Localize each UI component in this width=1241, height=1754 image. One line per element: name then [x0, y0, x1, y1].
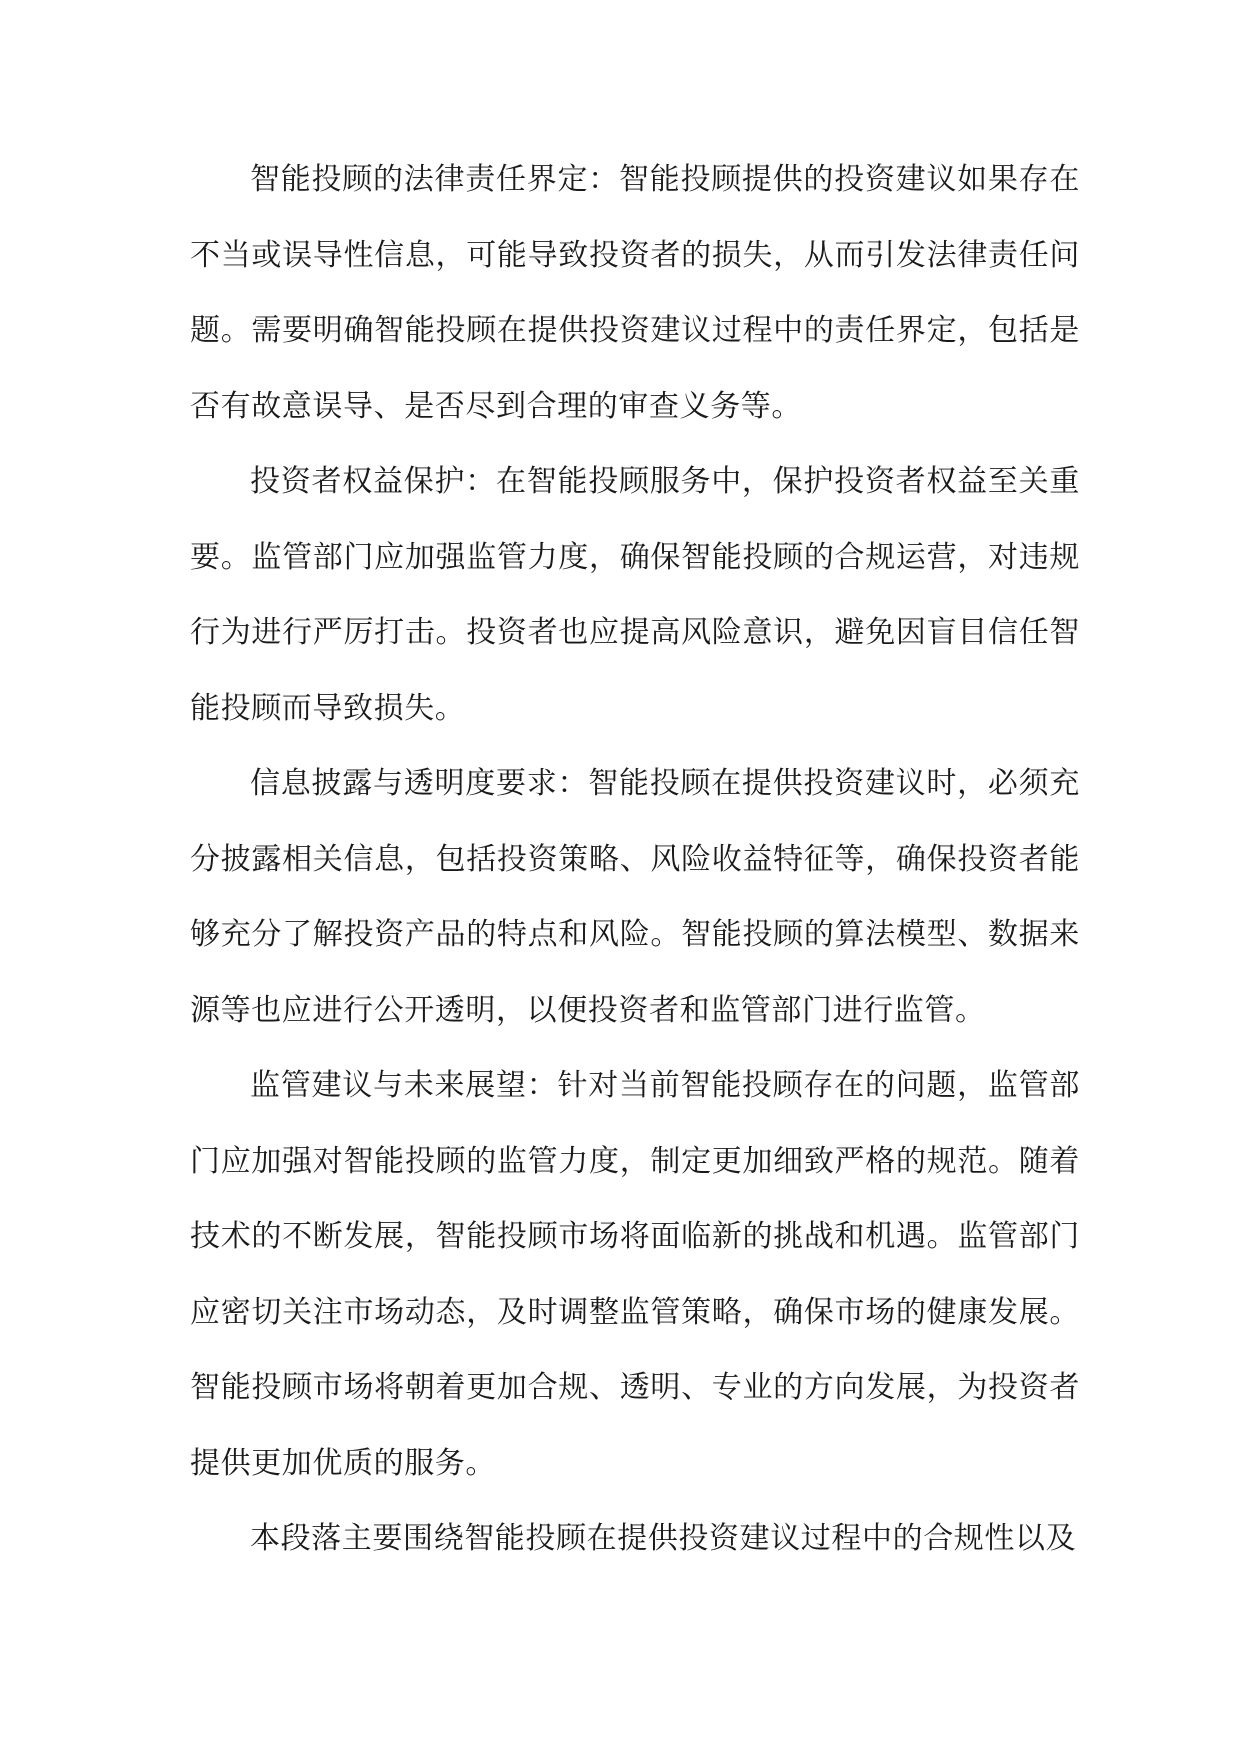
paragraph-summary: 本段落主要围绕智能投顾在提供投资建议过程中的合规性以及: [250, 1521, 1077, 1556]
document-body: [190, 142, 1080, 1577]
paragraph-regulatory-outlook: 监管建议与未来展望：针对当前智能投顾存在的问题，监管部门应加强对智能投顾的监管力度，制定更加细致严格的规范。随着技术的不断发展，智能投顾市场将面临新的挑战和机遇。监管部门应密切关注市场动态，及时调整监管策略，确保市场的健康发展。智能投顾市场将朝着更加合规、透明、专业的方向发展，为投资者提供更加优质的服务。: [190, 1068, 1080, 1481]
paragraph-legal-liability: 智能投顾的法律责任界定：智能投顾提供的投资建议如果存在不当或误导性信息，可能导致投资者的损失，从而引发法律责任问题。需要明确智能投顾在提供投资建议过程中的责任界定，包括是否有故意误导、是否尽到合理的审查义务等。: [190, 162, 1080, 424]
paragraph-investor-protection: 投资者权益保护：在智能投顾服务中，保护投资者权益至关重要。监管部门应加强监管力度，确保智能投顾的合规运营，对违规行为进行严厉打击。投资者也应提高风险意识，避免因盲目信任智能投顾而导致损失。: [190, 464, 1080, 726]
paragraph-disclosure-transparency: 信息披露与透明度要求：智能投顾在提供投资建议时，必须充分披露相关信息，包括投资策略、风险收益特征等，确保投资者能够充分了解投资产品的特点和风险。智能投顾的算法模型、数据来源等也应进行公开透明，以便投资者和监管部门进行监管。: [190, 766, 1080, 1028]
